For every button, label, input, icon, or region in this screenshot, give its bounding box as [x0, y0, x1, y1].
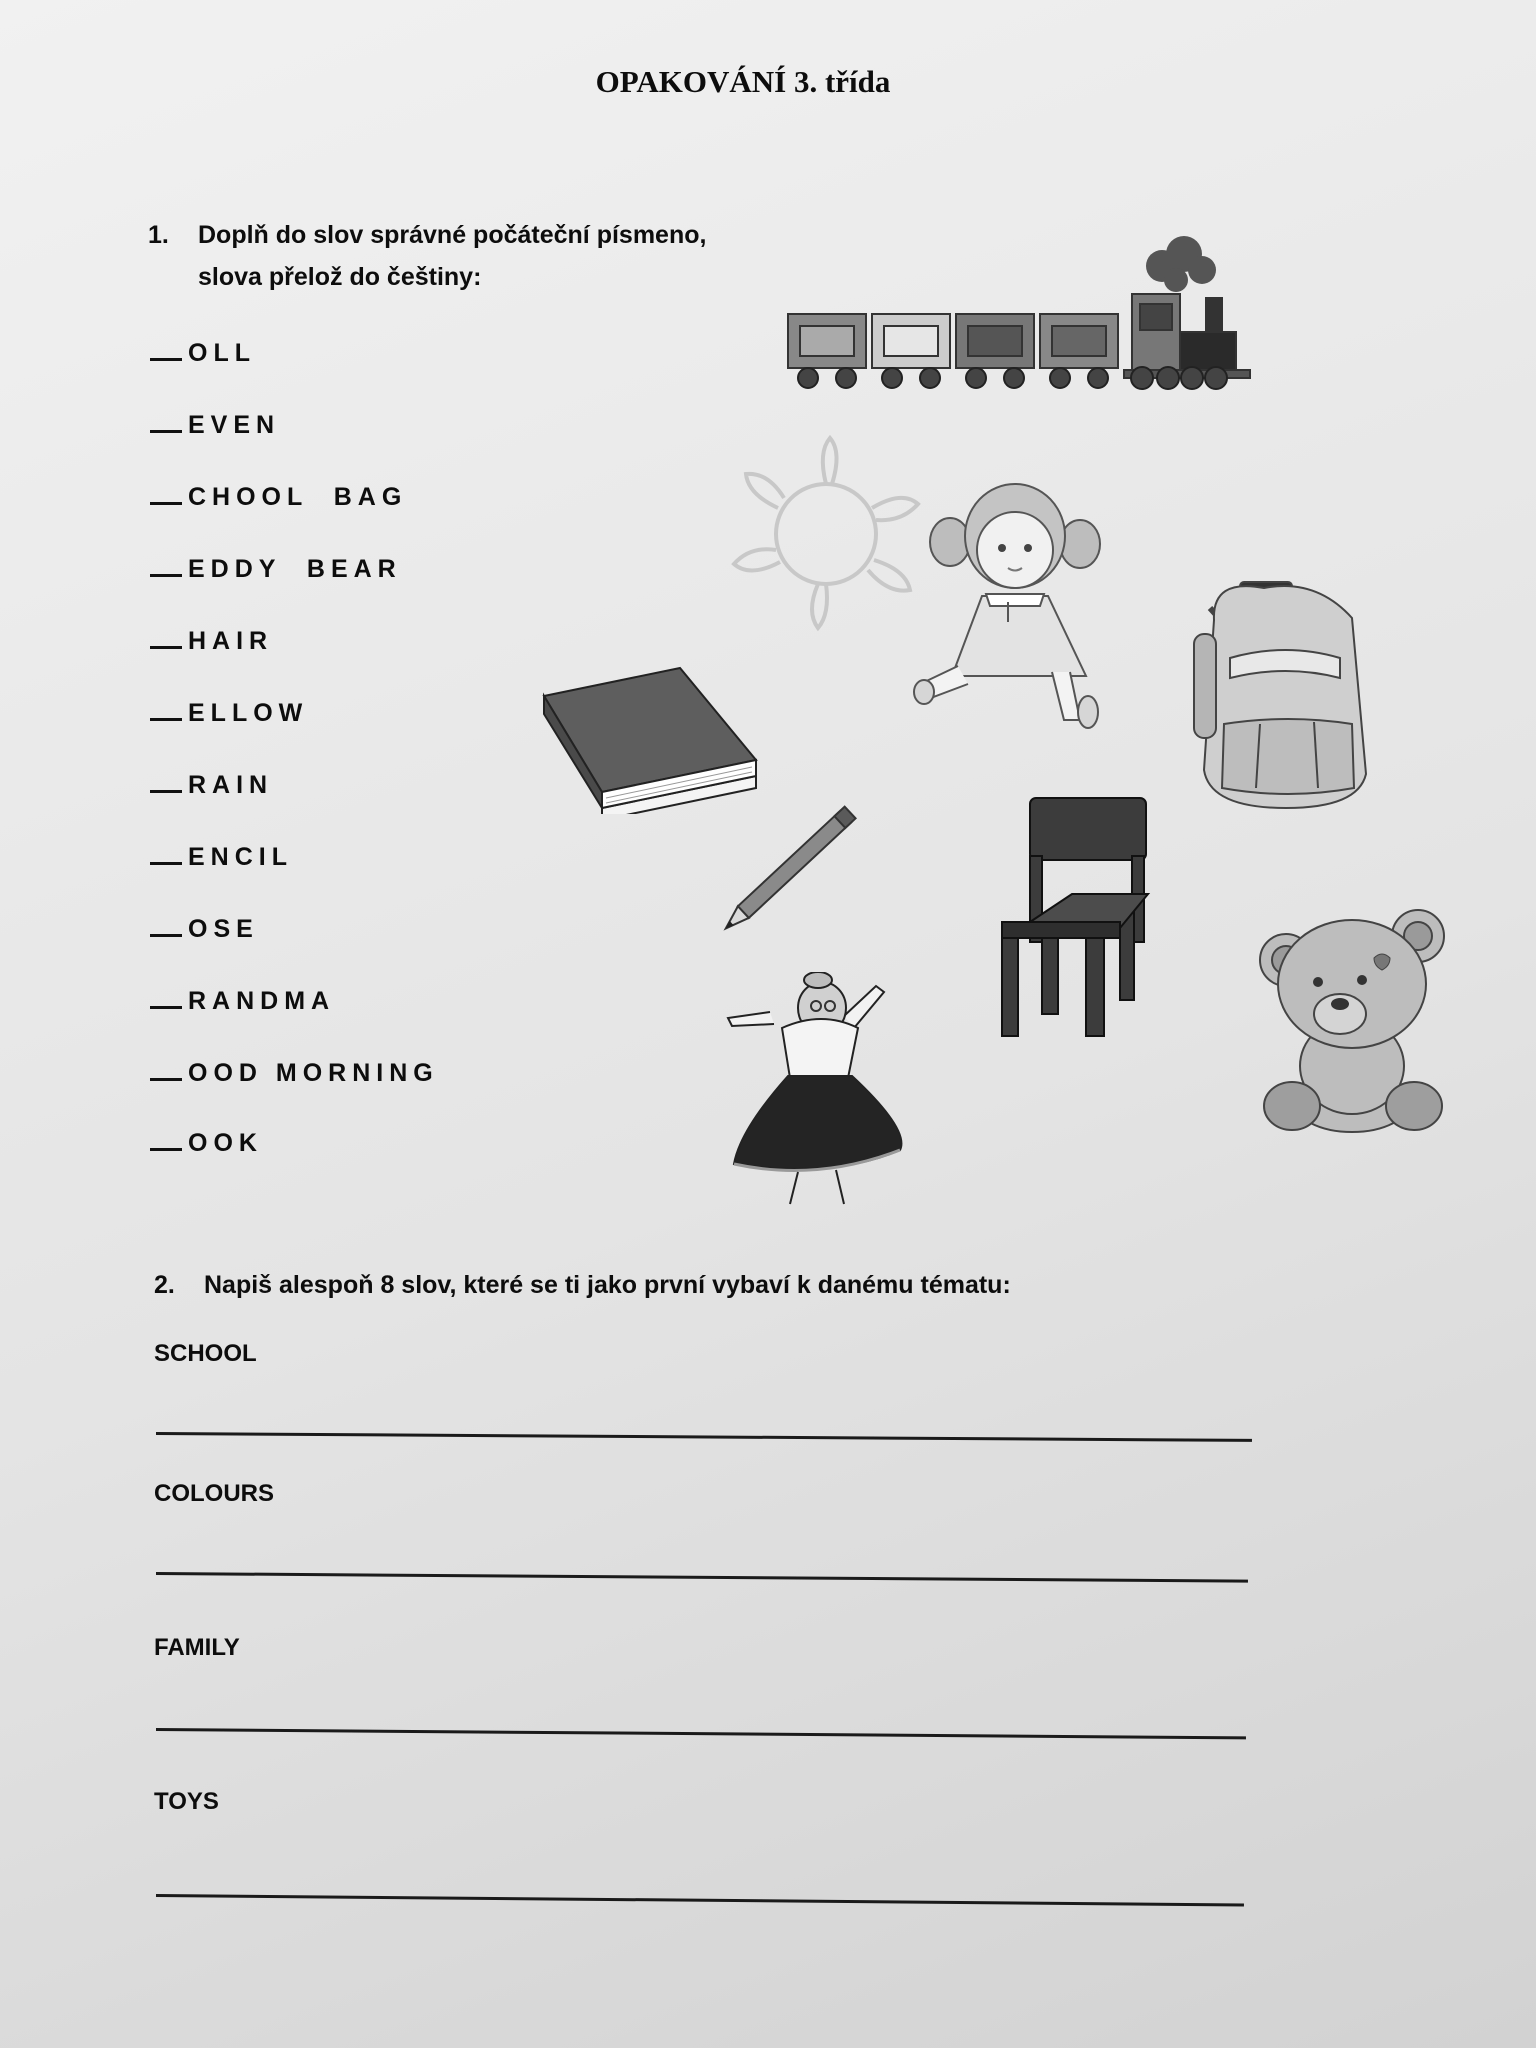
fill-word[interactable]: ENCIL — [150, 840, 293, 874]
fill-word[interactable]: HAIR — [150, 624, 273, 658]
train-picture — [786, 228, 1256, 393]
answer-line[interactable] — [156, 1728, 1246, 1739]
task-2-text: Napiš alespoň 8 slov, které se ti jako první vybaví k danému tématu: — [204, 1271, 1011, 1299]
doll-picture — [912, 476, 1122, 738]
task-1-line-1: Doplň do slov správné počáteční písmeno, — [198, 221, 707, 249]
fill-word[interactable]: RANDMA — [150, 984, 335, 1018]
task-2-instructions — [154, 1264, 1011, 1306]
worksheet-title: OPAKOVÁNÍ 3. třída — [595, 64, 891, 99]
topic-family: FAMILY — [154, 1634, 240, 1661]
topic-toys: TOYS — [154, 1788, 219, 1815]
topic-school: SCHOOL — [154, 1340, 257, 1367]
fill-word[interactable]: OLL — [150, 336, 256, 370]
answer-line[interactable] — [156, 1432, 1252, 1442]
schoolbag-picture — [1190, 574, 1382, 814]
topic-colours: COLOURS — [154, 1480, 274, 1507]
task-2-number: 2. — [154, 1271, 175, 1299]
fill-word[interactable]: RAIN — [150, 768, 273, 802]
fill-word[interactable]: EVEN — [150, 408, 280, 442]
fill-word[interactable]: OSE — [150, 912, 259, 946]
sun-picture — [722, 432, 934, 632]
pencil-picture — [706, 778, 886, 948]
grandma-picture — [726, 972, 912, 1212]
task-1-number: 1. — [148, 221, 169, 249]
fill-word[interactable]: CHOOL BAG — [150, 480, 407, 514]
fill-word[interactable]: OOK — [150, 1126, 263, 1160]
teddy-bear-picture — [1258, 906, 1448, 1134]
fill-word[interactable]: EDDY BEAR — [150, 552, 402, 586]
answer-line[interactable] — [156, 1894, 1244, 1906]
chair-picture — [1000, 796, 1152, 1042]
task-1-instructions — [148, 214, 706, 298]
fill-word[interactable]: ELLOW — [150, 696, 308, 730]
fill-word[interactable]: OOD MORNING — [150, 1056, 439, 1090]
answer-line[interactable] — [156, 1572, 1248, 1583]
task-1-line-2: slova přelož do češtiny: — [198, 263, 482, 291]
